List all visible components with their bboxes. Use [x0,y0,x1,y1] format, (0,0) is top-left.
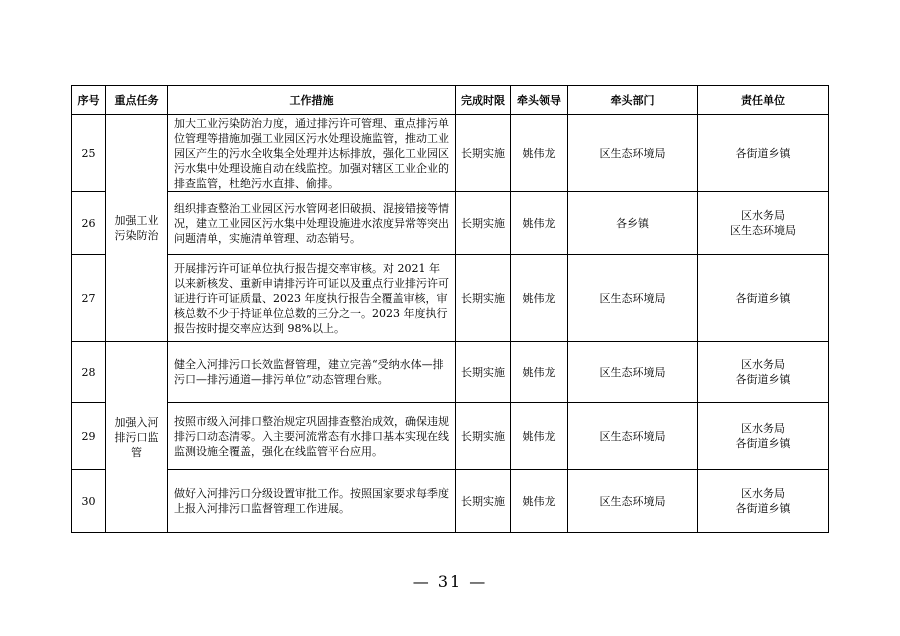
row-lead: 姚伟龙 [511,115,568,192]
task-group-industrial: 加强工业污染防治 [106,115,168,342]
row-lead: 姚伟龙 [511,403,568,470]
row-dept: 各乡镇 [568,192,698,255]
row-lead: 姚伟龙 [511,255,568,342]
row-measure: 做好入河排污口分级设置审批工作。按照国家要求每季度上报入河排污口监督管理工作进展。 [168,470,456,533]
row-no: 25 [72,115,106,192]
row-deadline: 长期实施 [456,403,511,470]
header-task: 重点任务 [106,86,168,115]
work-measures-table [71,85,829,533]
row-resp: 区水务局 各街道乡镇 [698,403,829,470]
row-resp: 区水务局 区生态环境局 [698,192,829,255]
row-lead: 姚伟龙 [511,192,568,255]
header-resp: 责任单位 [698,86,829,115]
task-group-outfall: 加强入河排污口监管 [106,342,168,533]
row-no: 28 [72,342,106,403]
table-row [72,255,829,342]
row-resp: 区水务局 各街道乡镇 [698,342,829,403]
table-header-row [72,86,829,115]
row-deadline: 长期实施 [456,255,511,342]
row-deadline: 长期实施 [456,115,511,192]
table-row [72,192,829,255]
row-dept: 区生态环境局 [568,470,698,533]
header-measure: 工作措施 [168,86,456,115]
table-row [72,403,829,470]
row-lead: 姚伟龙 [511,342,568,403]
row-no: 30 [72,470,106,533]
row-resp: 区水务局 各街道乡镇 [698,470,829,533]
row-measure: 开展排污许可证单位执行报告提交率审核。对 2021 年以来新核发、重新申请排污许可证以及重点行业排污许可证进行许可证质量、2023 年度执行报告全覆盖审核，审核总数不少于持证单位总数的三分之一。2023 年度执行报告按时提交率应达到 98%以上。 [168,255,456,342]
header-deadline: 完成时限 [456,86,511,115]
row-measure: 加大工业污染防治力度，通过排污许可管理、重点排污单位管理等措施加强工业园区污水处理设施监管，推动工业园区产生的污水全收集全处理并达标排放，强化工业园区污水集中处理设施自动在线监控。加强对辖区工业企业的排查监管，杜绝污水直排、偷排。 [168,115,456,192]
row-lead: 姚伟龙 [511,470,568,533]
page-number: — 31 — [412,572,488,591]
row-resp: 各街道乡镇 [698,115,829,192]
header-dept: 牵头部门 [568,86,698,115]
table-row [72,115,829,192]
table-row [72,470,829,533]
table-row [72,342,829,403]
header-lead: 牵头领导 [511,86,568,115]
row-dept: 区生态环境局 [568,255,698,342]
header-no: 序号 [72,86,106,115]
row-deadline: 长期实施 [456,192,511,255]
row-resp: 各街道乡镇 [698,255,829,342]
row-no: 26 [72,192,106,255]
row-dept: 区生态环境局 [568,115,698,192]
row-deadline: 长期实施 [456,342,511,403]
row-measure: 组织排查整治工业园区污水管网老旧破损、混接错接等情况，建立工业园区污水集中处理设施进水浓度异常等突出问题清单，实施清单管理、动态销号。 [168,192,456,255]
row-measure: 健全入河排污口长效监督管理，建立完善“受纳水体—排污口—排污通道—排污单位”动态管理台账。 [168,342,456,403]
row-dept: 区生态环境局 [568,342,698,403]
row-deadline: 长期实施 [456,470,511,533]
row-no: 29 [72,403,106,470]
row-measure: 按照市级入河排口整治规定巩固排查整治成效，确保违规排污口动态清零。入主要河流常态有水排口基本实现在线监测设施全覆盖，强化在线监管平台应用。 [168,403,456,470]
row-no: 27 [72,255,106,342]
row-dept: 区生态环境局 [568,403,698,470]
